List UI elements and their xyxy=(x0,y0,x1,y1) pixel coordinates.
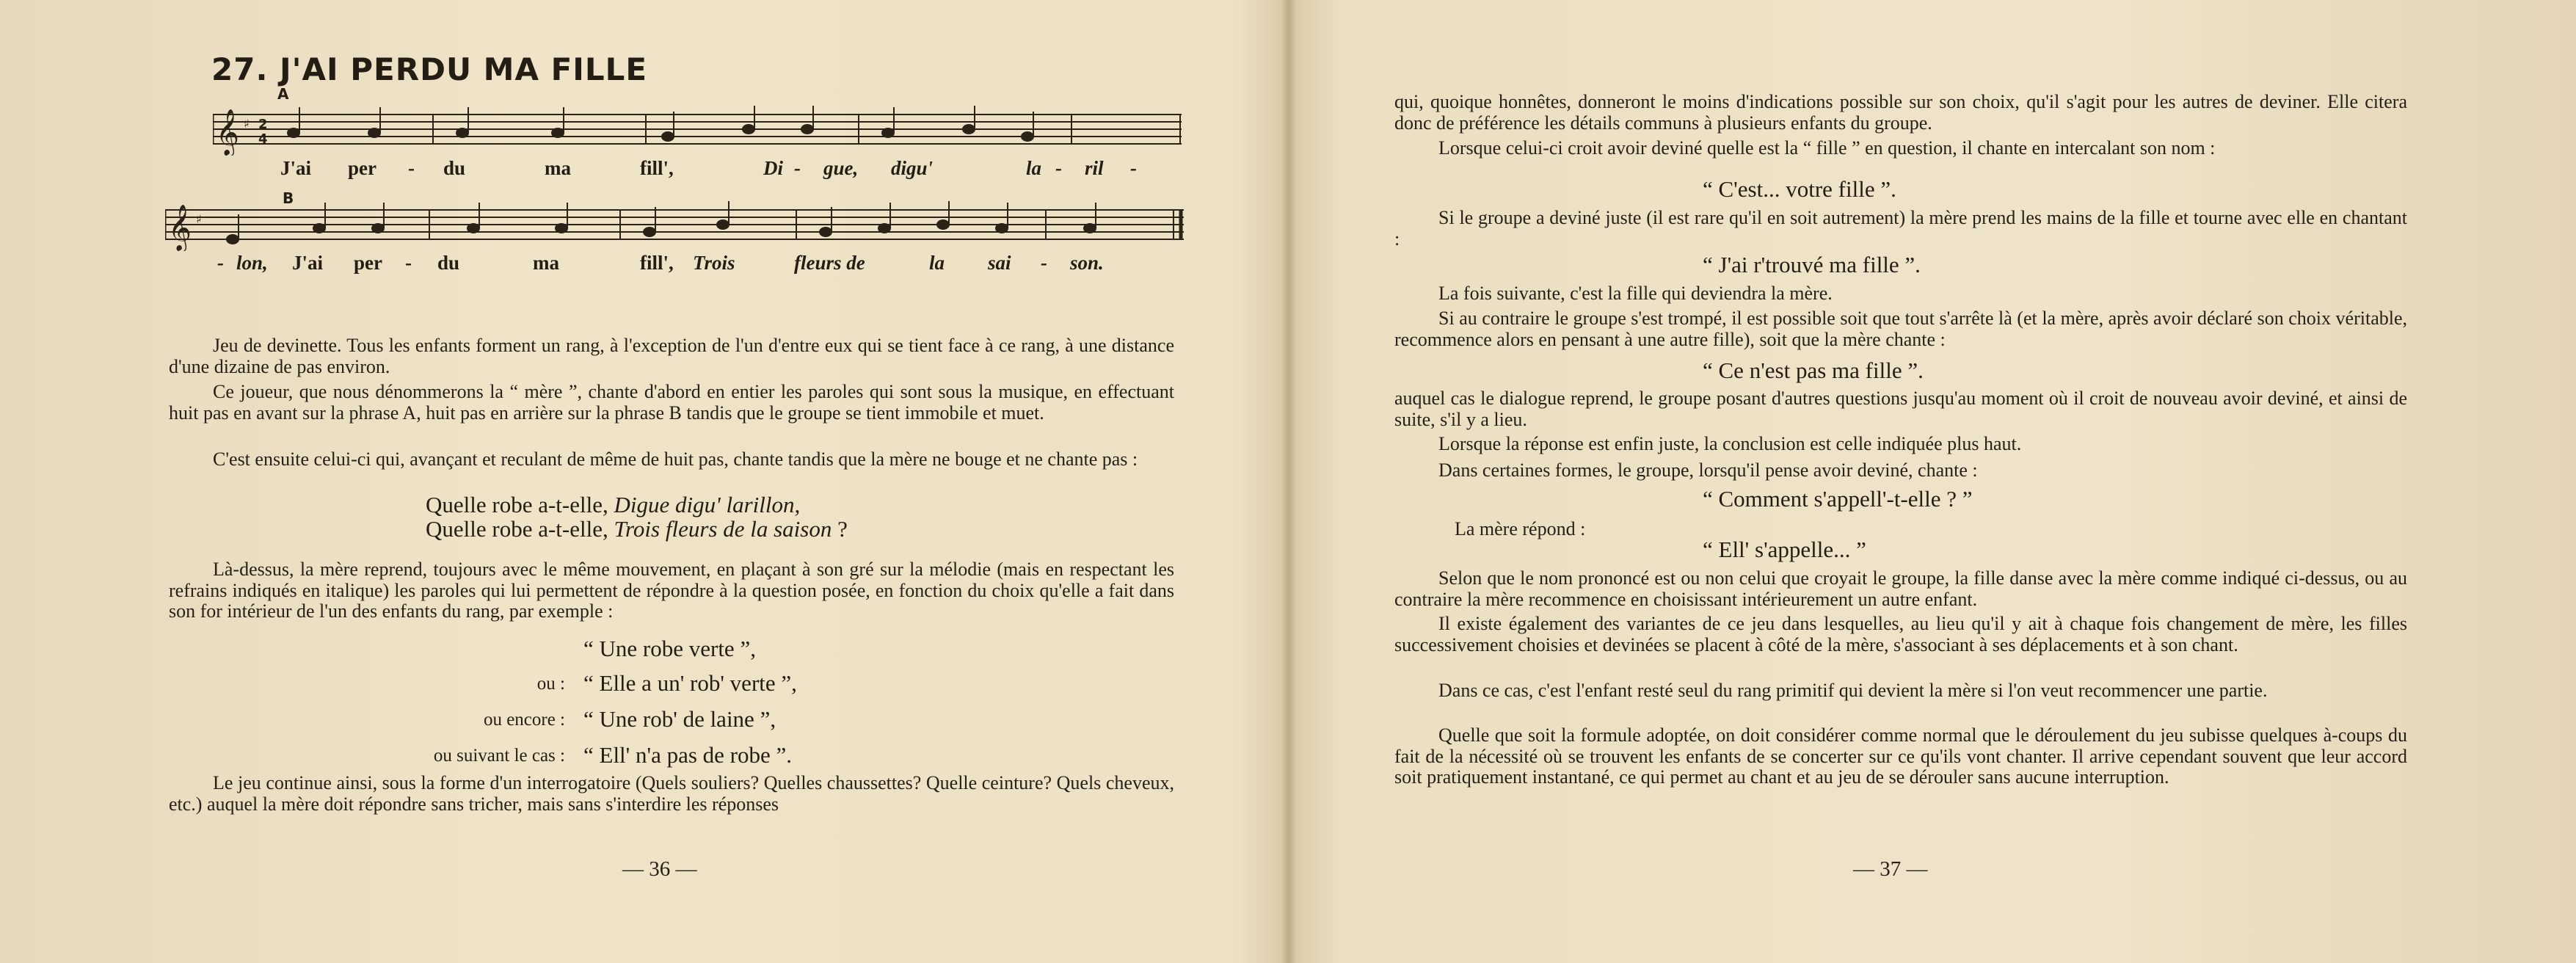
answer-example: “ Une robe verte ”, xyxy=(583,636,756,661)
page-number: — 36 — xyxy=(622,857,697,881)
song-question-1: Quelle robe a-t-elle, Digue digu' larillon, xyxy=(426,492,801,517)
lyric: ma xyxy=(545,157,571,179)
paragraph: auquel cas le dialogue reprend, le groupe posant d'autres questions jusqu'au moment où il croit de nouveau avoir deviné, et ainsi de suite, s'il y a lieu. xyxy=(1394,388,2407,430)
lyric: - xyxy=(408,157,415,179)
song-line: “ Ce n'est pas ma fille ”. xyxy=(1703,357,1924,383)
paragraph: Dans certaines formes, le groupe, lorsqu'il pense avoir deviné, chante : xyxy=(1438,459,1978,481)
music-staff-1 xyxy=(213,103,1182,156)
svg-text:4: 4 xyxy=(258,131,268,147)
lyric: - xyxy=(1130,157,1137,179)
paragraph: Si le groupe a deviné juste (il est rare qu'il en soit autrement) la mère prend les mains de la fille et tourne avec elle en chantant : xyxy=(1394,207,2407,250)
paragraph: qui, quoique honnêtes, donneront le moins d'indications possible sur son choix, qu'il s'agit pour les autres de deviner. Elle citera donc de préférence les détails communs à plusieurs enfants du groupe. xyxy=(1394,91,2407,134)
svg-text:𝄞: 𝄞 xyxy=(168,204,192,250)
left-page xyxy=(0,0,1284,963)
lyric: du xyxy=(443,157,466,179)
lyric: la xyxy=(1026,157,1042,179)
paragraph: Dans ce cas, c'est l'enfant resté seul du rang primitif qui devient la mère si l'on veut recommencer une partie. xyxy=(1438,680,2268,701)
paragraph: Lorsque la réponse est enfin juste, la conclusion est celle indiquée plus haut. xyxy=(1438,433,2022,454)
answer-label: ou suivant le cas : xyxy=(433,746,565,766)
answer-label: ou : xyxy=(536,674,565,694)
paragraph: Ce joueur, que nous dénommerons la “ mère ”, chante d'abord en entier les paroles qui sont sous la musique, en effectuant huit pas en avant sur la phrase A, huit pas en arrière sur la phrase B tandis que le groupe se tient immobile et muet. xyxy=(169,381,1174,424)
svg-text:2: 2 xyxy=(258,117,268,132)
lyric: J'ai xyxy=(292,252,324,274)
answer-example: “ Ell' n'a pas de robe ”. xyxy=(583,742,793,768)
lyric: per xyxy=(354,252,382,274)
lyric: lon, xyxy=(236,252,268,274)
answer-example: “ Elle a un' rob' verte ”, xyxy=(583,670,797,696)
paragraph: Le jeu continue ainsi, sous la forme d'un interrogatoire (Quels souliers? Quelles chaussettes? Quelle ceinture? Quels cheveux, etc.) auquel la mère doit répondre sans tricher, mais sans s'interdire les réponses xyxy=(169,772,1174,815)
song-line: “ C'est... votre fille ”. xyxy=(1703,176,1896,202)
paragraph: Quelle que soit la formule adoptée, on doit considérer comme normal que le déroulement du jeu subisse quelques à-coups du fait de la nécessité où se trouvent les enfants de se concerter sur ce qu'ils vont chanter. Il arrive cependant souvent que leur accord soit pratiquement instantané, ce qui permet au chant et au jeu de se dérouler sans aucune interruption. xyxy=(1394,724,2407,788)
svg-text:♯: ♯ xyxy=(196,212,202,226)
paragraph: La mère répond : xyxy=(1455,518,1586,539)
song-line: “ Comment s'appell'-t-elle ? ” xyxy=(1703,486,1973,512)
phrase-a-mark: A xyxy=(277,85,289,103)
lyric: son. xyxy=(1070,252,1104,274)
paragraph: Il existe également des variantes de ce jeu dans lesquelles, au lieu qu'il y ait à chaque fois changement de mère, les filles successivement choisies et devinées se placent à côté de la mère, s'associant à ses déplacements et à son chant. xyxy=(1394,613,2407,655)
svg-text:𝄞: 𝄞 xyxy=(216,109,239,155)
lyric: - xyxy=(217,252,224,274)
lyric: Di xyxy=(763,157,783,179)
paragraph: Là-dessus, la mère reprend, toujours avec le même mouvement, en plaçant à son gré sur la mélodie (mais en respectant les refrains indiqués en italique) les paroles qui lui permettent de répondre à la question posée, en fonction du choix qu'elle a fait dans son for intérieur de l'un des enfants du rang, par exemple : xyxy=(169,559,1174,622)
lyric: - xyxy=(794,157,801,179)
lyric: fill', xyxy=(640,252,674,274)
lyric: ma xyxy=(533,252,559,274)
lyric: Trois xyxy=(693,252,735,274)
paragraph: Selon que le nom prononcé est ou non celui que croyait le groupe, la fille danse avec la mère comme indiqué ci-dessus, ou au contraire la mère recommence en choisissant intérieurement un autre enfant. xyxy=(1394,567,2407,610)
song-title: 27. J'AI PERDU MA FILLE xyxy=(211,51,648,87)
right-page xyxy=(1292,0,2576,963)
lyric: fill', xyxy=(640,157,674,179)
answer-label: ou encore : xyxy=(483,710,565,730)
paragraph: Si au contraire le groupe s'est trompé, il est possible soit que tout s'arrête là (et la mère, après avoir déclaré son choix véritable, recommence alors en pensant à une autre fille), soit que la mère chante : xyxy=(1394,308,2407,350)
lyric: per xyxy=(348,157,376,179)
music-staff-2 xyxy=(165,198,1185,251)
lyric: J'ai xyxy=(280,157,312,179)
lyric: digu' xyxy=(891,157,934,179)
lyric: - xyxy=(405,252,412,274)
svg-text:♯: ♯ xyxy=(244,117,250,131)
page-number: — 37 — xyxy=(1853,857,1928,881)
song-question-2: Quelle robe a-t-elle, Trois fleurs de la saison ? xyxy=(426,516,848,542)
song-line: “ Ell' s'appelle... ” xyxy=(1703,537,1866,562)
lyric: la xyxy=(929,252,945,274)
lyric: ril xyxy=(1085,157,1104,179)
paragraph: C'est ensuite celui-ci qui, avançant et reculant de même de huit pas, chante tandis que la mère ne bouge et ne chante pas : xyxy=(213,448,1138,470)
lyric: - xyxy=(1055,157,1062,179)
paragraph: La fois suivante, c'est la fille qui deviendra la mère. xyxy=(1438,283,1833,304)
lyric: gue, xyxy=(823,157,859,179)
song-line: “ J'ai r'trouvé ma fille ”. xyxy=(1703,252,1921,277)
lyric: fleurs de xyxy=(794,252,865,274)
answer-example: “ Une rob' de laine ”, xyxy=(583,706,776,732)
lyric: - xyxy=(1041,252,1047,274)
lyric: du xyxy=(437,252,460,274)
phrase-b-mark: B xyxy=(283,189,294,207)
paragraph: Lorsque celui-ci croit avoir deviné quelle est la “ fille ” en question, il chante en intercalant son nom : xyxy=(1438,137,2216,159)
paragraph: Jeu de devinette. Tous les enfants forment un rang, à l'exception de l'un d'entre eux qui se tient face à ce rang, à une distance d'une dizaine de pas environ. xyxy=(169,335,1174,377)
lyric: sai xyxy=(988,252,1011,274)
